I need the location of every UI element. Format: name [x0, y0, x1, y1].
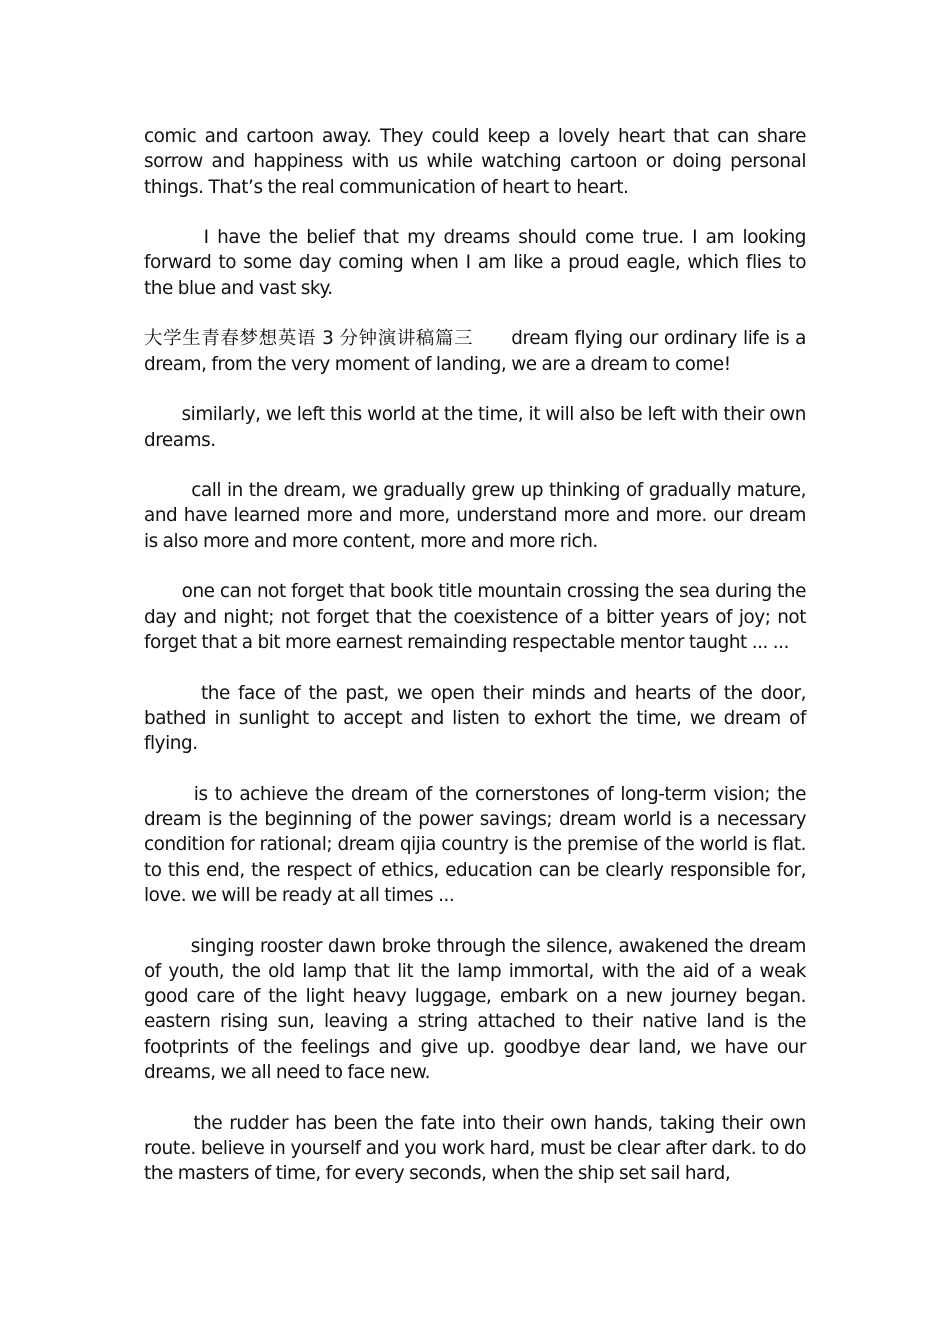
paragraph-text: is to achieve the dream of the cornerstones of long-term vision; the dream is the beginning of the power savings; dream world is a necessary condition for rational; dream qijia country is the premise of the world is flat. to this end, the respect of ethics, education can be clearly responsible for, love. we will be ready at all times ...	[144, 783, 806, 906]
paragraph-4	[144, 402, 806, 453]
document-body	[144, 124, 806, 1186]
paragraph-indent	[144, 480, 191, 501]
paragraph-text: similarly, we left this world at the time, it will also be left with their own dreams.	[144, 404, 806, 451]
paragraph-10	[144, 1111, 806, 1187]
paragraph-indent	[144, 784, 194, 805]
paragraph-2	[144, 225, 806, 301]
paragraph-1	[144, 124, 806, 200]
paragraph-indent	[144, 1113, 193, 1134]
paragraph-text: I have the belief that my dreams should come true. I am looking forward to some day coming when I am like a proud eagle, which flies to the blue and vast sky.	[144, 227, 806, 299]
paragraph-indent	[144, 683, 201, 704]
paragraph-text: comic and cartoon away. They could keep a lovely heart that can share sorrow and happiness with us while watching cartoon or doing personal things. That’s the real communication of heart to heart.	[144, 126, 806, 198]
paragraph-indent	[144, 581, 182, 602]
paragraph-6	[144, 579, 806, 655]
paragraph-7	[144, 681, 806, 757]
section-heading: 大学生青春梦想英语 3 分钟演讲稿篇三	[144, 328, 474, 350]
paragraph-indent	[144, 227, 204, 248]
paragraph-indent	[144, 936, 191, 957]
paragraph-indent	[144, 404, 182, 425]
paragraph-text: the face of the past, we open their minds and hearts of the door, bathed in sunlight to accept and listen to exhort the time, we dream of flying.	[144, 682, 806, 755]
paragraph-text: one can not forget that book title mountain crossing the sea during the day and night; not forget that the coexistence of a bitter years of joy; not forget that a bit more earnest remainding respectable mentor taught ... ...	[144, 581, 806, 653]
paragraph-text: dream flying our ordinary life is a dream, from the very moment of landing, we are a dream to come!	[144, 328, 807, 375]
paragraph-5	[144, 478, 806, 554]
paragraph-text: singing rooster dawn broke through the silence, awakened the dream of youth, the old lamp that lit the lamp immortal, with the aid of a weak good care of the light heavy luggage, embark on a new journey began. eastern rising sun, leaving a string attached to their native land is the footprints of the feelings and give up. goodbye dear land, we have our dreams, we all need to face new.	[144, 935, 806, 1083]
paragraph-text: the rudder has been the fate into their own hands, taking their own route. believe in yourself and you work hard, must be clear after dark. to do the masters of time, for every seconds, when the ship set sail hard,	[144, 1112, 806, 1185]
paragraph-9	[144, 934, 806, 1086]
paragraph-8	[144, 782, 806, 908]
paragraph-3	[144, 326, 806, 377]
paragraph-text: call in the dream, we gradually grew up thinking of gradually mature, and have learned more and more, understand more and more. our dream is also more and more content, more and more rich.	[144, 480, 807, 552]
